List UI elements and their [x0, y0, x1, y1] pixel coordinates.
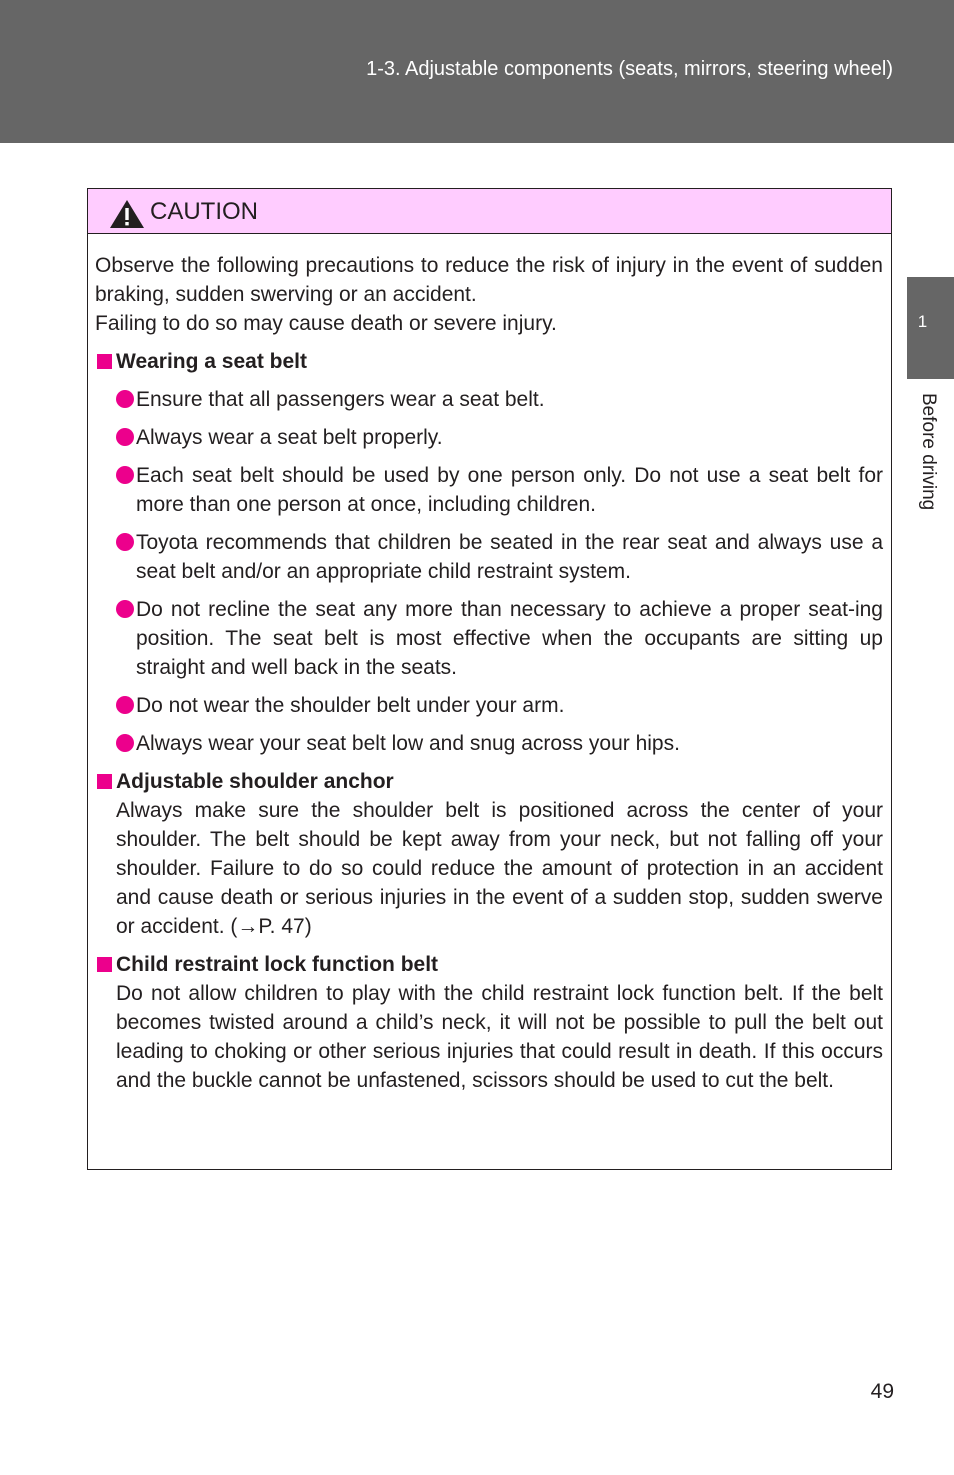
list-item-text: Always wear a seat belt properly.	[136, 426, 443, 449]
circle-bullet-icon	[116, 428, 134, 446]
list-item	[95, 729, 883, 758]
circle-bullet-icon	[116, 600, 134, 618]
section-heading-text: Child restraint lock function belt	[116, 953, 439, 976]
chapter-number: 1	[917, 312, 928, 331]
list-item-text: Do not recline the seat any more than necessary to achieve a proper seat-ing position. The seat belt is most effective when the occupants are sitting up straight and well back in the seats.	[136, 598, 883, 679]
page-header	[0, 0, 954, 143]
list-item-text: Do not wear the shoulder belt under your arm.	[136, 694, 565, 717]
section-heading	[95, 767, 883, 796]
list-item-text: Always wear your seat belt low and snug across your hips.	[136, 732, 680, 755]
circle-bullet-icon	[116, 734, 134, 752]
intro-warning: Failing to do so may cause death or severe injury.	[95, 312, 557, 335]
section-paragraph: Always make sure the shoulder belt is positioned across the center of your shoulder. The belt should be kept away from your neck, but not falling off your shoulder. Failure to do so could reduce the amount of protection in an accident and cause death or serious injuries in the event of a sudden stop, sudden swerve or accident. (→P. 47)	[116, 799, 883, 938]
list-item	[95, 461, 883, 519]
section-heading-text: Adjustable shoulder anchor	[116, 770, 394, 793]
list-item-text: Each seat belt should be used by one person only. Do not use a seat belt for more than one person at once, including children.	[136, 464, 883, 516]
page-number: 49	[870, 1380, 894, 1403]
caution-header	[88, 189, 891, 234]
chapter-tab	[907, 277, 954, 379]
section-heading-text: Wearing a seat belt	[116, 350, 308, 373]
list-item	[95, 595, 883, 682]
caution-box	[87, 188, 892, 1170]
circle-bullet-icon	[116, 390, 134, 408]
list-item	[95, 691, 883, 720]
list-item	[95, 528, 883, 586]
square-bullet-icon	[97, 957, 112, 972]
caution-content	[95, 251, 883, 1095]
list-item-text: Ensure that all passengers wear a seat belt.	[136, 388, 545, 411]
caution-title: CAUTION	[150, 198, 258, 225]
circle-bullet-icon	[116, 696, 134, 714]
square-bullet-icon	[97, 774, 112, 789]
section-paragraph: Do not allow children to play with the child restraint lock function belt. If the belt becomes twisted around a child’s neck, it will not be possible to pull the belt out leading to choking or other serious injuries that could result in death. If this occurs and the buckle cannot be unfastened, scissors should be used to cut the belt.	[116, 982, 883, 1092]
section-heading	[95, 347, 883, 376]
section-heading	[95, 950, 883, 979]
list-item	[95, 423, 883, 452]
circle-bullet-icon	[116, 533, 134, 551]
warning-triangle-icon	[109, 199, 145, 229]
section-title: 1-3. Adjustable components (seats, mirrors, steering wheel)	[366, 58, 893, 80]
circle-bullet-icon	[116, 466, 134, 484]
list-item	[95, 385, 883, 414]
list-item-text: Toyota recommends that children be seated in the rear seat and always use a seat belt and/or an appropriate child restraint system.	[136, 531, 883, 583]
intro-text: Observe the following precautions to reduce the risk of injury in the event of sudden braking, sudden swerving or an accident.	[95, 254, 883, 306]
square-bullet-icon	[97, 354, 112, 369]
chapter-label: Before driving	[918, 393, 939, 511]
